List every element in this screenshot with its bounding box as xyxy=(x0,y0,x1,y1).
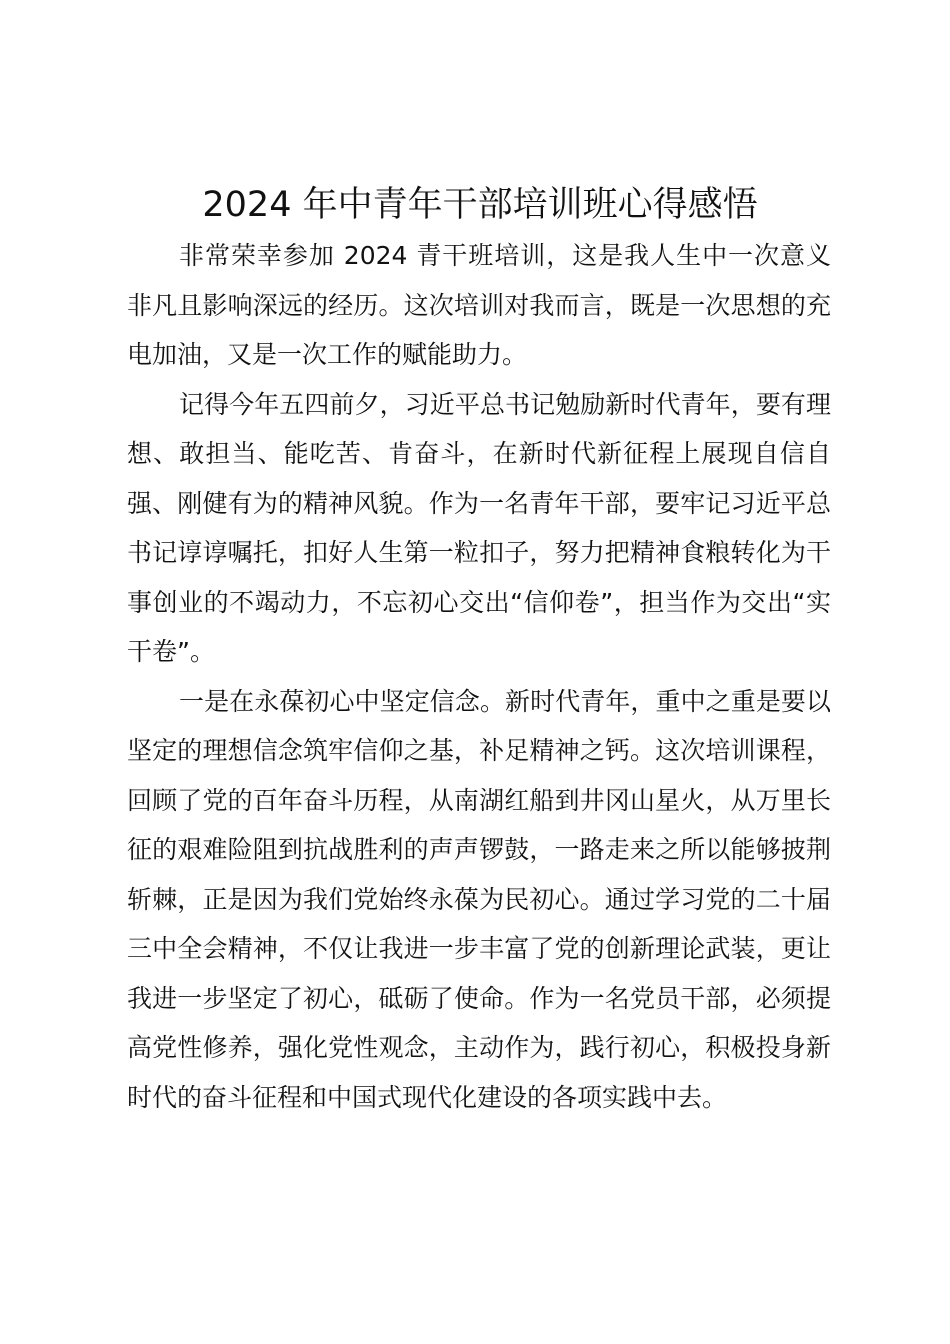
paragraph-point-one: 一是在永葆初心中坚定信念。新时代青年，重中之重是要以坚定的理想信念筑牢信仰之基，补足精神之钙。这次培训课程，回顾了党的百年奋斗历程，从南湖红船到井冈山星火，从万里长征的艰难险阻到抗战胜利的声声锣鼓，一路走来之所以能够披荆斩棘，正是因为我们党始终永葆为民初心。通过学习党的二十届三中全会精神，不仅让我进一步丰富了党的创新理论武装，更让我进一步坚定了初心，砥砺了使命。作为一名党员干部，必须提高党性修养，强化党性观念，主动作为，践行初心，积极投身新时代的奋斗征程和中国式现代化建设的各项实践中去。 xyxy=(127,686,831,1112)
paragraph-youth-message: 记得今年五四前夕，习近平总书记勉励新时代青年，要有理想、敢担当、能吃苦、肯奋斗，在新时代新征程上展现自信自强、刚健有为的精神风貌。作为一名青年干部，要牢记习近平总书记谆谆嘱托，扣好人生第一粒扣子，努力把精神食粮转化为干事创业的不竭动力，不忘初心交出“信仰卷”，担当作为交出“实干卷”。 xyxy=(127,389,831,666)
document-title: 2024 年中青年干部培训班心得感悟 xyxy=(202,185,758,225)
document-body xyxy=(127,231,831,1122)
paragraph-intro: 非常荣幸参加 2024 青干班培训，这是我人生中一次意义非凡且影响深远的经历。这次培训对我而言，既是一次思想的充电加油，又是一次工作的赋能助力。 xyxy=(127,241,831,369)
